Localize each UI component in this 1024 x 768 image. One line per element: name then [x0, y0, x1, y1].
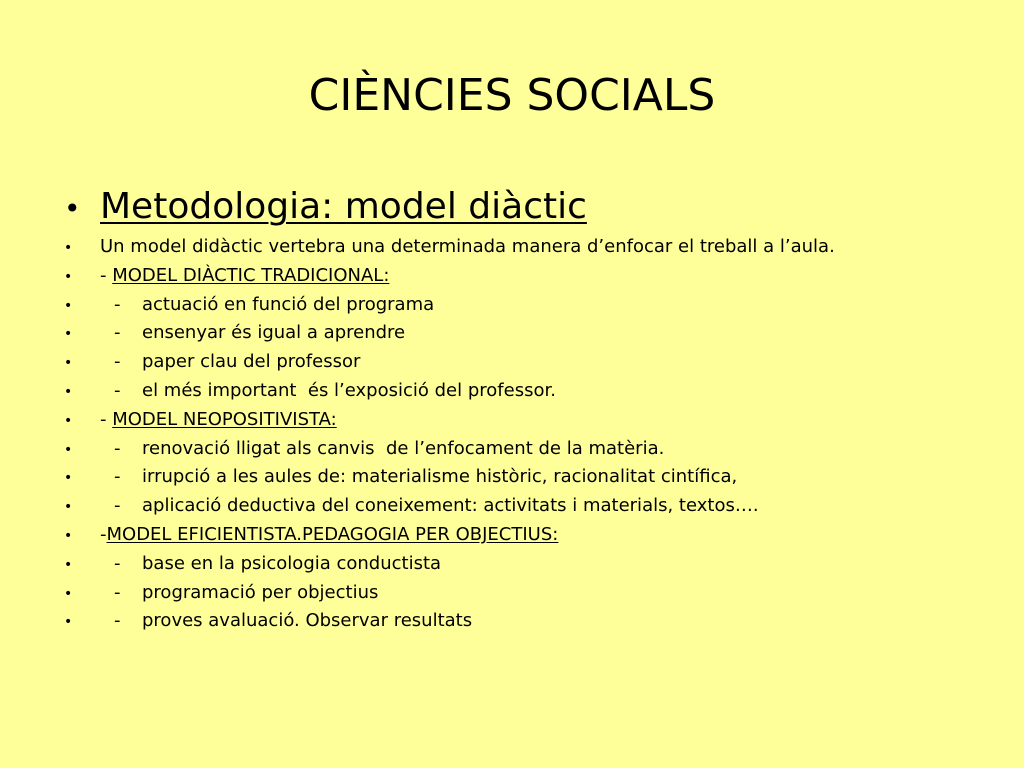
section-title-line [64, 265, 984, 294]
list-item [64, 582, 984, 611]
heading-bullet [64, 186, 984, 236]
list-item [64, 438, 984, 467]
intro-line [64, 236, 984, 265]
methodology-heading: Metodologia: model diàctic [100, 186, 587, 227]
item-dash: - [114, 437, 121, 459]
bullet-icon: • [64, 441, 73, 458]
item-dash: - [114, 610, 121, 632]
bullet-icon: • [64, 326, 73, 343]
list-item-text: base en la psicologia conductista [142, 552, 442, 574]
item-dash: - [114, 552, 121, 574]
list-item-text: renovació lligat als canvis de l’enfocament de la matèria. [142, 437, 665, 459]
list-item-text: irrupció a les aules de: materialisme històric, racionalitat cintífica, [142, 466, 738, 488]
bullet-icon: • [64, 383, 73, 400]
section-title-line [64, 409, 984, 438]
item-dash: - [114, 581, 121, 603]
section-prefix: - [100, 264, 113, 286]
item-dash: - [114, 466, 121, 488]
list-item-text: proves avaluació. Observar resultats [142, 610, 473, 632]
list-item-text: ensenyar és igual a aprendre [142, 322, 406, 344]
list-item [64, 553, 984, 582]
item-dash: - [114, 322, 121, 344]
bullet-icon: • [64, 192, 81, 225]
list-item [64, 351, 984, 380]
bullet-icon: • [64, 470, 73, 487]
list-item-text: actuació en funció del programa [142, 293, 435, 315]
bullet-icon: • [64, 614, 73, 631]
slide-content [64, 186, 984, 639]
bullet-icon: • [64, 412, 73, 429]
bullet-icon: • [64, 240, 73, 256]
bullet-icon: • [64, 355, 73, 372]
item-dash: - [114, 293, 121, 315]
list-item-text: el més important és l’exposició del professor. [142, 379, 556, 401]
list-item [64, 294, 984, 323]
bullet-icon: • [64, 585, 73, 602]
section-prefix: - [100, 523, 107, 545]
list-item [64, 495, 984, 524]
section-prefix: - [100, 408, 113, 430]
section-title-line [64, 524, 984, 553]
bullet-icon: • [64, 268, 73, 285]
list-item [64, 322, 984, 351]
item-dash: - [114, 351, 121, 373]
list-item [64, 380, 984, 409]
item-dash: - [114, 379, 121, 401]
list-item-text: programació per objectius [142, 581, 379, 603]
list-item [64, 466, 984, 495]
section-title: MODEL NEOPOSITIVISTA: [112, 408, 337, 430]
item-dash: - [114, 495, 121, 517]
list-item [64, 610, 984, 639]
list-item-text: paper clau del professor [142, 351, 361, 373]
bullet-icon: • [64, 527, 73, 544]
section-title: MODEL EFICIENTISTA.PEDAGOGIA PER OBJECTIUS: [106, 523, 559, 545]
bullet-icon: • [64, 499, 73, 516]
list-item-text: aplicació deductiva del coneixement: activitats i materials, textos…. [142, 495, 759, 517]
bullet-icon: • [64, 556, 73, 573]
slide-title: CIÈNCIES SOCIALS [308, 70, 716, 121]
section-title: MODEL DIÀCTIC TRADICIONAL: [112, 264, 390, 286]
bullet-icon: • [64, 297, 73, 314]
intro-text: Un model didàctic vertebra una determinada manera d’enfocar el treball a l’aula. [100, 236, 835, 257]
